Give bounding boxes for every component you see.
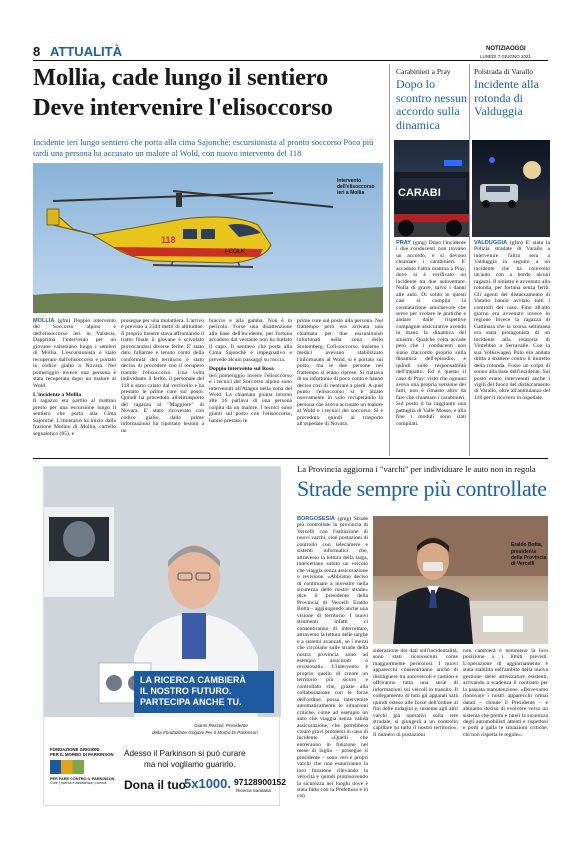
issue-date: LUNEDÌ 7 GIUGNO 2021 <box>480 54 532 59</box>
lead-dateline: MOLLIA <box>33 318 55 324</box>
heli-number: 118 <box>161 235 176 245</box>
article2-title: Strade sempre più controllate <box>297 476 547 501</box>
article2-gpm: (gmg) <box>337 516 352 522</box>
article2-col2-text: siderazione dei dati sull'incidentalità, sono stati riconosciuti come maggiormente pericolosi. I nuovi apparecchi consentiranno anche di distinguere tra autoveicoli e camion e offriranno tutta una serie di informazioni sui veicoli in transito. Il collegamento di tutti gli apparati sarà quindi esteso alle forze dell'ordine ai fini delle indagini e, insieme agli altri varchi già operativi sulla rete stradale, si giungerà a un controllo capillare su tutto il nostro territorio». Il numero di postazioni <box>373 648 458 738</box>
article2-column-1 <box>297 516 368 806</box>
article2-dateline: BORGOSESIA <box>297 516 335 522</box>
side2-title: Incidente alla rotonda di Valduggia <box>474 77 539 118</box>
foundation-mark-icon <box>50 760 84 774</box>
lead-col3-text: braccio e alla gamba. Non è in pericolo. Forse una disattenzione alla base dell'incidente, per fortuna accaduto dal versante non ha buttato il capo. Il sentiero che porta alla Cima Sajonchè è impegnativo e prevede alcuni passaggi su roccia. <box>209 318 292 363</box>
lead-col1-text-2: Il ragazzo era partito al mattino presto per una escursione lungo il sentiero che porta alla Cima Sajonchè. L'itinerario ha inizio dalla frazione Molino di Mollia, cartello segnaletico (85), e <box>33 398 116 437</box>
article2-col1-text: Strade più controllate in provincia di Vercelli con l'istituzione di nuovi varchi, cioè postazioni di controllo con telecamere e sistemi informatici che, attraverso la lettura della targa, intercettano subito un veicolo che viaggia senza assicurazione o revisione. «Abbiamo deciso di continuare a investire nella sicurezza delle nostre strade» dice il presidente della Provincia di Vercelli Eraldo Botta – aggiungendo anche una visione di territorio. I nuovi strumenti infatti ci consentiranno di intercettare, attraverso la lettura delle targhe e a sistemi avanzati, se i mezzi che circolano sulle strade della nostra provincia sono ad esempio assicurati o revisionati». L'intervento è proprio quello di creare un territorio più sicuro e controllato che, grazie alla collaborazione con le forze dell'ordine, possa intervenire automaticamente le situazioni critiche, come ad esempio un auto che viaggia senza valida assicurazione, che potrebbero creare gravi problemi in caso di incidente. «Quelli che entreranno in funzione nel mese di luglio – prosegue il presidente – sono veri e propri varchi che non esauriranno la loro funzione rilevando la velocità e quindi promuovendo la sicurezza nei luoghi dove è stata fatta con la Prefettura e in con <box>297 516 368 800</box>
lead-photo-caption: Intervento dell'elisoccorso ieri a Mollia <box>337 178 375 196</box>
foundation-name-1: FONDAZIONE GRIGIONI <box>50 747 100 752</box>
lead-col2-text: prosegue per una mulattiera. L'arrivo è previsto a 2344 metri di altitudine. Il proprio mentre stava affrontando il tratto finale il giovane è scivolato provocandosi diverse ferite. E' stato dato l'allarme e tenuto conto della conformità del territorio è stato deciso di procedere con il recupero tramite l'elisoccorso. Una volta individuato il ferito, il personale del 118 è stato calato dal verricello e ha prestato le prime cure sul posto. Quindi ha proceduto all'elitrasporto del ragazzo al "Maggiore" di Novara. E' stato ricoverato con codice giallo, dalle prime informazioni ha riportato lesioni a un <box>121 318 204 434</box>
page-number: 8 <box>33 44 41 59</box>
lead-col1-text: Doppio intervento del Soccorso alpino e dell'elisoccorso ieri in Valsesia. Dapprima l'intervento per un giovane valsesiano lungo i sentieri di Mollia. L'escursionista è stato recuperato dall'elisoccorso e portato in codice giallo a Novara. Nel pomeriggio invece una persona è stata recuperata dopo un malore al Wold. <box>33 318 116 389</box>
ad-tagline-1: Adesso il Parkinson si può curare <box>124 749 246 758</box>
ad-banner-line-1: LA RICERCA CAMBIERÀ <box>140 675 246 685</box>
side2-photo <box>472 140 550 237</box>
ad-tagline-2: ma noi vogliamo guarirlo. <box>144 760 236 769</box>
side1-title: Dopo lo scontro nessun accordo sulla dinamica <box>396 77 467 132</box>
parkinson-ad <box>43 466 287 806</box>
lead-subtitle: Incidente ieri lungo sentiero che porta alla cima Sajonchè: escursionista al pronto soccorso Poco più tardi una persona ha accusato un malore al Wold, con nuovo intervento del 118 <box>33 137 374 158</box>
section-label: ATTUALITÀ <box>50 44 122 59</box>
ad-person-caption: Gianni Pezzoli, Presidente <box>194 723 248 728</box>
side1-photo <box>394 140 469 237</box>
portrait-illustration <box>373 516 548 644</box>
side1-dateline: PRAY <box>396 240 412 246</box>
lead-col1-subhead: L'incidente a Mollia <box>33 391 82 398</box>
masthead: NOTIZIAOGGI <box>486 46 526 52</box>
ad-org-caption: della Fondazione Grigioni Per Il Morbo Di Parkinson <box>152 730 258 735</box>
lead-title-line-2: Deve intervenire l'elisoccorso <box>33 94 333 121</box>
ad-donate-label: Dona il tuo <box>124 778 186 792</box>
lead-title-line-1: Mollia, cade lungo il sentiero <box>33 64 329 91</box>
ad-banner-line-2: IL NOSTRO FUTURO. <box>140 686 232 696</box>
police-car-illustration <box>394 140 469 237</box>
side1-body <box>396 240 466 452</box>
heli-registration: I-COLK <box>225 249 246 255</box>
ad-banner <box>134 671 274 713</box>
ad-banner-line-3: PARTECIPA ANCHE TU. <box>140 697 242 707</box>
section-divider <box>33 458 548 459</box>
side1-kicker: Carabinieri a Pray <box>396 67 451 76</box>
side2-kicker: Polstrada di Varallo <box>474 67 534 76</box>
ad-research-label: Ricerca Sanitaria <box>236 788 271 793</box>
article2-photo <box>373 516 548 644</box>
column-separator <box>469 64 470 456</box>
lead-column-1 <box>33 318 116 448</box>
lead-col4-text: prime cure sul posto alla persona. Nel frattempo però era arrivata una chiamata per due escursionisti infortunati nella zona dello Stolemberg. Coll-soccorso, insieme i medici avevano stabilizzato l'infortunato al Wold, si è portato sul posto, ma le due persone nel frattempo si erano riprese. Si trattava di un infortunio di poco conto e hanno deciso così di rientrare a piedi. A quel punto l'elisoccorso si è alzato nuovamente in volo recuperando la persona che aveva accusato un malore al Wold e i tecnici del soccorso. Si è proceduto quindi al trasporto all'ospedale di Novara. <box>297 318 383 428</box>
foundation-name-2: PER IL MORBO DI PARKINSON <box>50 752 114 757</box>
lead-gpm: (gfm) <box>57 318 71 324</box>
article2-photo-caption-role: presidente della Provincia di Vercelli <box>511 549 547 567</box>
side2-gpm: (gfm) <box>510 240 523 246</box>
night-road-illustration <box>472 140 550 237</box>
helicopter-illustration <box>33 163 383 313</box>
side1-gpm: (gmg) <box>412 240 427 246</box>
side1-text: Dopo l'incidente i due conducenti non trovano un accordo, e si devono chiamare i carabinieri. E' accaduto l'altra mattina a Pray, dove si è verificato un incidente tra due autovetture. Nulla di grave, salvo i danni alle auto. Di solito in questi casi si compila la constatazione amichevole che serve per svelare le pratiche e andare dalle rispettive compagnie assicurative avendo in mano la dinamica del sinistro. Qualche volta accade però che i conducenti non siano d'accordo proprio sulla dinamica dell'episodio, e quindi sulle responsabilità dell'impatto. Ed è questo il caso di Pray: visto che ognuno aveva una propria versione dei fatti, non è rimasto altro da fare che chiamare i carabinieri. Sul posto il ha raggiunto una pattuglia di Valle Mosso, e alla fine i moduli sono stati compilati. <box>396 240 466 427</box>
lead-col3-text-2: Ieri pomeriggio invece l'elisoccorso e i tecnici del Soccorso alpino sono intervenuti all'Alagna nella zona del Wold. La chiamata giunta intorno alle 16 parlava di una persona colpita da un malore. I tecnici sono giunti sul posto con l'elisoccorso, hanno prestato le <box>209 372 292 424</box>
article2-kicker: La Provincia aggiorna i "varchi" per individuare le auto non in regola <box>297 464 536 474</box>
article2-column-3 <box>463 648 548 806</box>
article2-photo-caption-name: Eraldo Botta, <box>511 542 543 548</box>
lead-column-2 <box>121 318 204 448</box>
column-separator <box>389 64 390 456</box>
ad-donate-box: 5x1000. <box>184 776 231 791</box>
lead-column-3 <box>209 318 292 448</box>
foundation-name-4: Cure | ricerca e assistenza | ricerca <box>50 781 107 785</box>
header-rule <box>33 60 548 61</box>
car-lettering: CARABI <box>398 187 441 199</box>
lead-column-4 <box>297 318 383 448</box>
side2-body <box>474 240 550 452</box>
lead-col3-subhead: Doppio intervento sul Rosa <box>209 366 274 373</box>
ad-fiscal-code: 97128900152 <box>234 777 287 787</box>
side2-dateline: VALDUGGIA <box>474 240 508 246</box>
foundation-logo <box>50 747 116 797</box>
lead-photo <box>33 163 383 313</box>
foundation-name-3: PER FARE CONTRO IL PARKINSON <box>50 777 115 781</box>
article2-col3-text: non cambierà e nemmeno la loro posizione o i limiti previsti. L'operazione di aggiornamento è stata stabilita nell'ambito della nuova gestione delle attrezzature esistenti, arrivando a scadenza il contratto per la passata manutenzione. «Dovevamo rinnovare i nostri apparecchi ormai datati – chiude il Presidente – e abbiamo deciso di evolvere verso un sistema che premi e tuteli la sicurezza degli automobilisti attenti e rispettosi e porti a galla le situazioni critiche, chi non rispetta le regole». <box>463 648 548 738</box>
side2-text: E' stata la Polizia stradale di Varallo a intervenire l'altra sera a Valduggia in seguito a un incidente che ha coinvolto un'auto con a bordo alcuni ragazzi. Il sinistro è avvenuto alla rotonda, per fortuna senza feriti. Gli agenti del distaccamento di Varallo hanno avviato tutti i controlli del caso. Fino all'alto giorno era avvenuto invece in regione Invece la ragazza di Gattinara che la scorsa settimana era stata protagonista di un incidente alla rotatoria di Vintebbio a Serravalle. Con la sua Volkswagen Polo era andata dritta a sbattere contro il muretto della rotonda. Fosse un colpo di sonno alla base dell'incidente. Sul posto erano intervenuti anche i vigili del fuoco del distaccamento di Varallo, oltre all'ambulanza del 118 per il ricovero in ospedale. <box>474 240 550 401</box>
article2-column-2 <box>373 648 458 806</box>
